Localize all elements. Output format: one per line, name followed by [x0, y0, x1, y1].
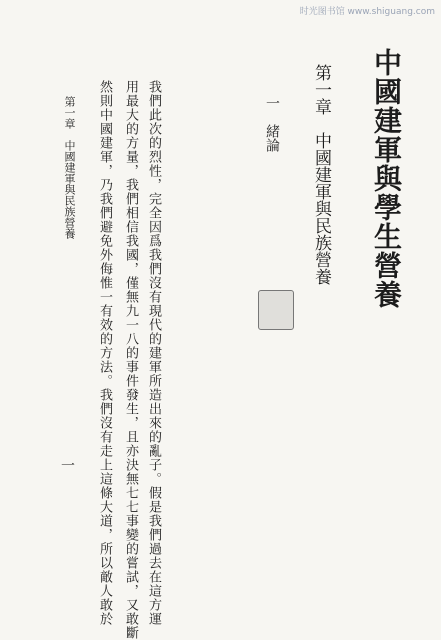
chapter-title: 第一章 中國建軍與民族營養 — [311, 64, 331, 285]
body-line: 用最大的方量，我們相信我國，僅無九一八的事件發生，且亦決無七七事變的嘗試，又敢斷 — [123, 80, 138, 640]
book-title: 中國建軍與學生營養 — [370, 48, 403, 309]
running-head: 第一章 中國建軍與民族營養 — [63, 96, 76, 239]
page-number: 一 — [59, 458, 75, 472]
watermark: 时光图书馆 www.shiguang.com — [299, 7, 435, 17]
ownership-stamp — [258, 290, 294, 330]
body-line: 我們此次的烈性，完全因爲我們沒有現代的建軍所造出來的亂子。假是我們過去在這方運 — [146, 80, 161, 626]
body-line: 然則中國建軍，乃我們避免外侮惟一有效的方法。我們沒有走上這條大道，所以敵人敢於 — [97, 80, 112, 626]
section-title: 一 緒論 — [264, 96, 280, 152]
